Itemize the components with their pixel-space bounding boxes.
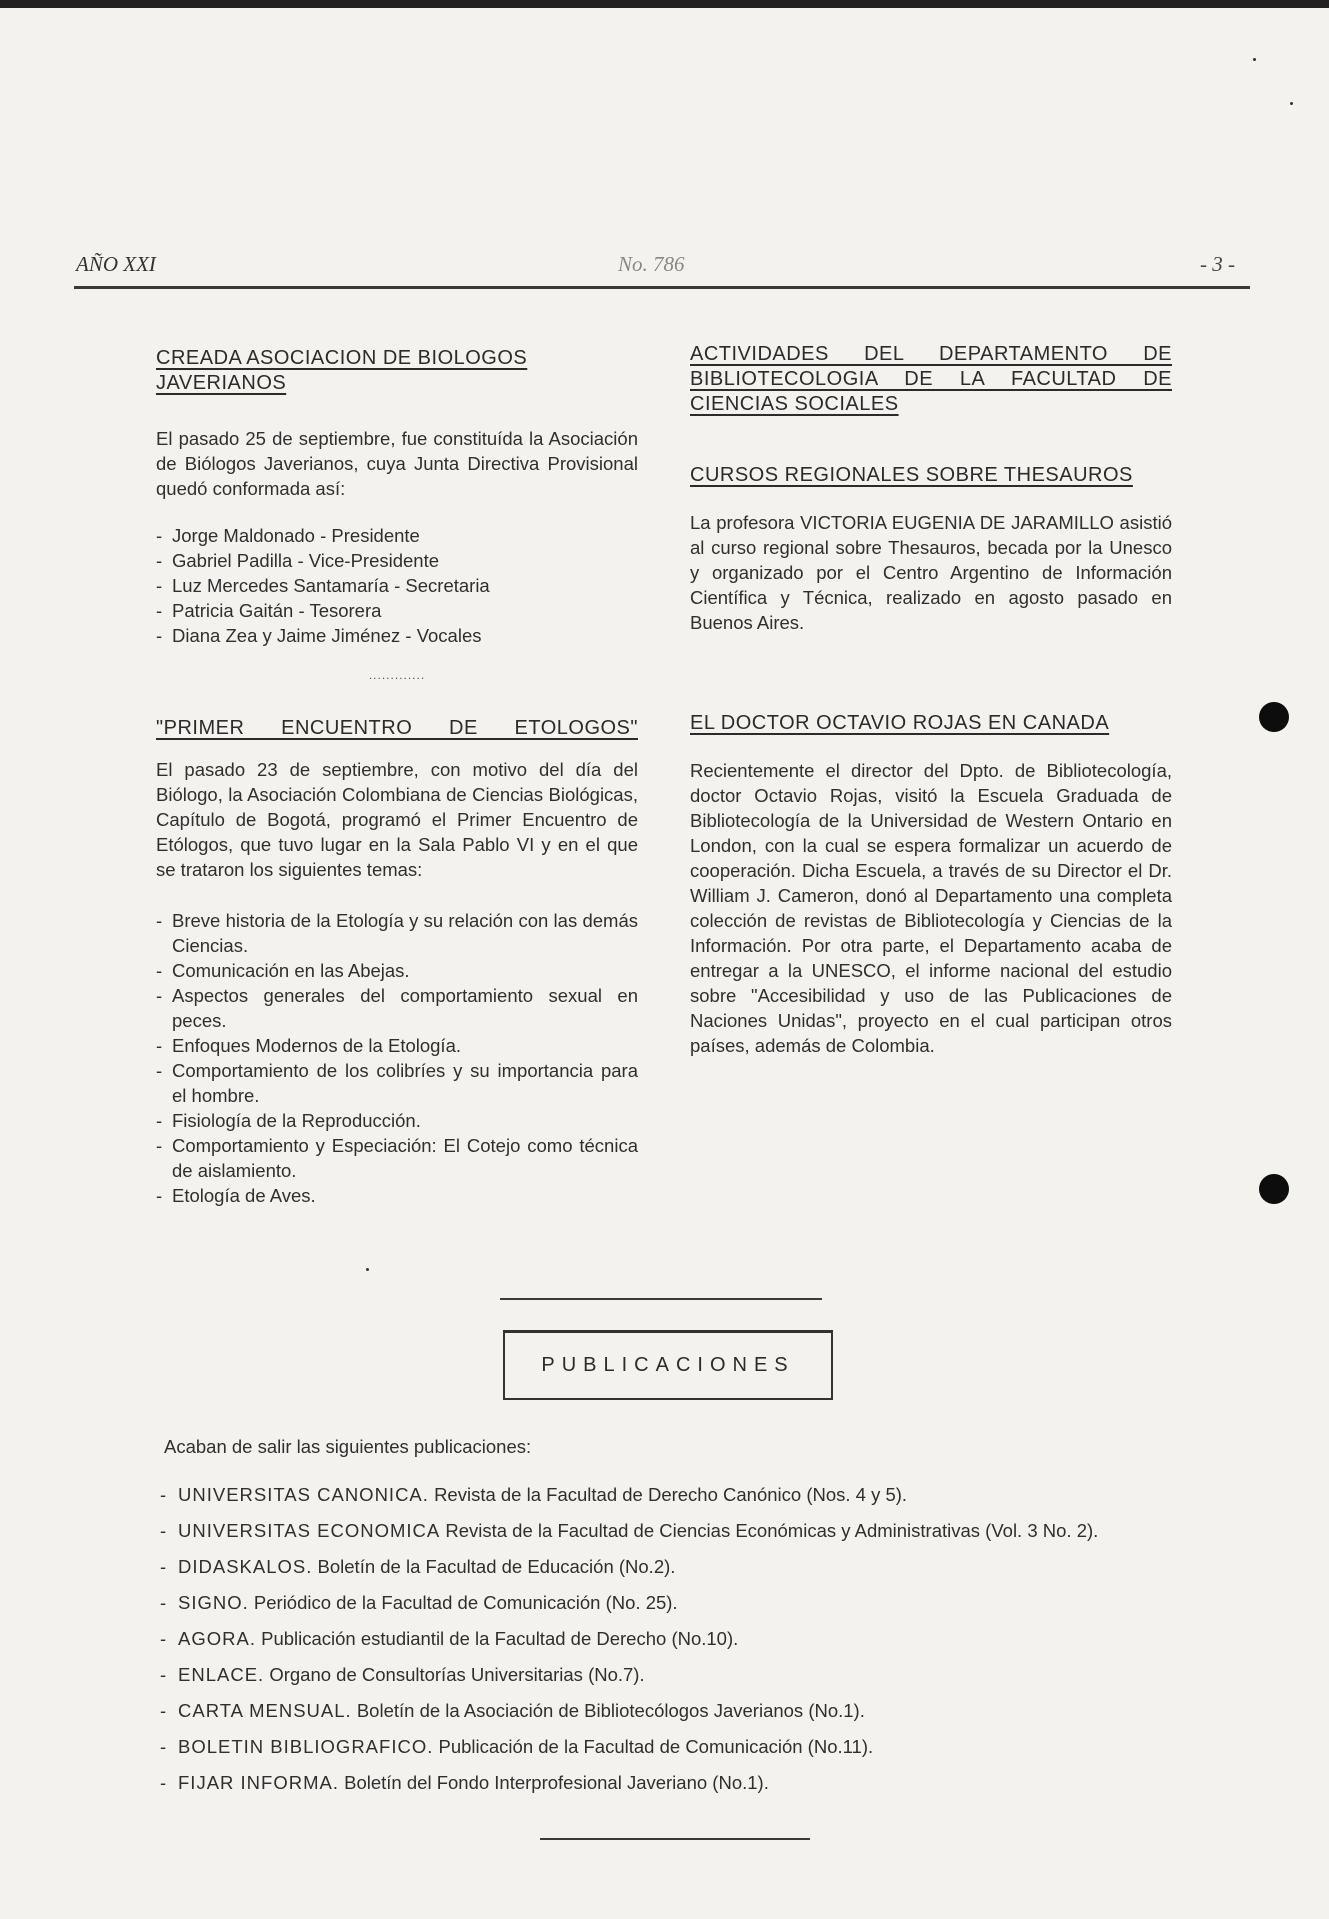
publication-name: UNIVERSITAS ECONOMICA: [178, 1520, 441, 1541]
publication-desc: Boletín del Fondo Interprofesional Javeriano (No.1).: [344, 1772, 769, 1793]
list-item: - Fisiología de la Reproducción.: [156, 1108, 638, 1133]
publication-desc: Boletín de la Asociación de Bibliotecólogos Javerianos (No.1).: [356, 1700, 865, 1721]
list-item: - Diana Zea y Jaime Jiménez - Vocales: [156, 623, 596, 648]
publication-name: SIGNO.: [178, 1592, 249, 1613]
article-title-biologos: CREADA ASOCIACION DE BIOLOGOS JAVERIANOS: [156, 347, 528, 394]
publications-heading-box: [503, 1330, 833, 1400]
article-title-rojas: EL DOCTOR OCTAVIO ROJAS EN CANADA: [690, 712, 1110, 734]
publication-item: [160, 1770, 1180, 1795]
publication-item: [160, 1626, 1180, 1651]
publication-name: DIDASKALOS.: [178, 1556, 313, 1577]
list-item: - Comportamiento de los colibríes y su importancia para el hombre.: [156, 1058, 638, 1108]
left-column: [156, 346, 638, 1208]
article-title-thesauros: CURSOS REGIONALES SOBRE THESAUROS: [690, 464, 1133, 486]
publication-name: FIJAR INFORMA.: [178, 1772, 339, 1793]
header-rule: [74, 286, 1250, 289]
department-title: ACTIVIDADES DEL DEPARTAMENTO DE BIBLIOTECOLOGIA DE LA FACULTAD DE CIENCIAS SOCIALES: [690, 343, 1172, 415]
publications-heading: PUBLICACIONES: [541, 1354, 795, 1376]
scan-speck: [366, 1268, 369, 1271]
publication-item: [160, 1734, 1180, 1759]
publication-name: CARTA MENSUAL.: [178, 1700, 352, 1721]
publication-desc: Revista de la Facultad de Ciencias Económicas y Administrativas (Vol. 3 No. 2).: [445, 1520, 1099, 1541]
publications-list: [160, 1482, 1180, 1806]
publication-desc: Organo de Consultorías Universitarias (No.7).: [269, 1664, 645, 1685]
list-item: - Comunicación en las Abejas.: [156, 958, 638, 983]
publication-name: BOLETIN BIBLIOGRAFICO.: [178, 1736, 434, 1757]
topics-list: [156, 908, 638, 1208]
publications-bottom-rule: [540, 1838, 810, 1840]
publication-desc: Publicación de la Facultad de Comunicación (No.11).: [438, 1736, 874, 1757]
publication-desc: Revista de la Facultad de Derecho Canónico (Nos. 4 y 5).: [434, 1484, 908, 1505]
list-item: - Gabriel Padilla - Vice-Presidente: [156, 548, 596, 573]
list-item: - Enfoques Modernos de la Etología.: [156, 1033, 638, 1058]
publication-item: [160, 1554, 1180, 1579]
list-item: - Comportamiento y Especiación: El Cotejo como técnica de aislamiento.: [156, 1133, 638, 1183]
section-separator: .............: [368, 668, 426, 682]
header-issue-number: No. 786: [618, 252, 685, 276]
list-item: - Jorge Maldonado - Presidente: [156, 523, 596, 548]
publication-item: [160, 1590, 1180, 1615]
article-title-etologos: "PRIMER ENCUENTRO DE ETOLOGOS": [156, 717, 638, 739]
list-item: - Etología de Aves.: [156, 1183, 638, 1208]
header-page-number: - 3 -: [1200, 252, 1235, 276]
punch-hole-top: [1259, 702, 1289, 732]
right-column: [690, 342, 1172, 1058]
header-year: AÑO XXI: [76, 252, 156, 276]
publications-intro: Acaban de salir las siguientes publicaciones:: [164, 1436, 532, 1457]
publication-name: ENLACE.: [178, 1664, 265, 1685]
list-item: - Breve historia de la Etología y su relación con las demás Ciencias.: [156, 908, 638, 958]
scan-speck: [1253, 58, 1256, 61]
publication-desc: Boletín de la Facultad de Educación (No.2).: [317, 1556, 676, 1577]
article-body-thesauros: La profesora VICTORIA EUGENIA DE JARAMILLO asistió al curso regional sobre Thesauros, becada por la Unesco y organizado por el Centro Argentino de Información Científica y Técnica, realizado en agosto pasado en Buenos Aires.: [690, 512, 1172, 633]
publication-item: [160, 1698, 1180, 1723]
list-item: - Luz Mercedes Santamaría - Secretaria: [156, 573, 596, 598]
punch-hole-bottom: [1259, 1174, 1289, 1204]
publications-top-rule: [500, 1298, 822, 1300]
publication-name: AGORA.: [178, 1628, 256, 1649]
article-body-rojas: Recientemente el director del Dpto. de Bibliotecología, doctor Octavio Rojas, visitó la Escuela Graduada de Bibliotecología de la Universidad de Western Ontario en London, con la cual se espera formalizar un acuerdo de cooperación. Dicha Escuela, a través de su Director el Dr. William J. Cameron, donó al Departamento una completa colección de revistas de Bibliotecología y Ciencias de la Información. Por otra parte, el Departamento acaba de entregar a la UNESCO, el informe nacional del estudio sobre "Accesibilidad y uso de las Publicaciones de Naciones Unidas", proyecto en el cual participan otros países, además de Colombia.: [690, 760, 1172, 1056]
scan-speck: [1290, 102, 1293, 105]
publication-name: UNIVERSITAS CANONICA.: [178, 1484, 429, 1505]
publication-item: [160, 1662, 1180, 1687]
article-body-biologos: El pasado 25 de septiembre, fue constituída la Asociación de Biólogos Javerianos, cuya Junta Directiva Provisional quedó conformada así:: [156, 428, 638, 499]
list-item: - Patricia Gaitán - Tesorera: [156, 598, 596, 623]
article-body-etologos: El pasado 23 de septiembre, con motivo del día del Biólogo, la Asociación Colombiana de Ciencias Biológicas, Capítulo de Bogotá, programó el Primer Encuentro de Etólogos, que tuvo lugar en la Sala Pablo VI y en el que se trataron los siguientes temas:: [156, 759, 638, 880]
list-item: - Aspectos generales del comportamiento sexual en peces.: [156, 983, 638, 1033]
board-members-list: [156, 523, 596, 648]
publication-desc: Periódico de la Facultad de Comunicación (No. 25).: [253, 1592, 678, 1613]
scan-edge: [0, 0, 1329, 8]
publication-desc: Publicación estudiantil de la Facultad de Derecho (No.10).: [261, 1628, 739, 1649]
publication-item: [160, 1518, 1180, 1543]
publication-item: [160, 1482, 1180, 1507]
